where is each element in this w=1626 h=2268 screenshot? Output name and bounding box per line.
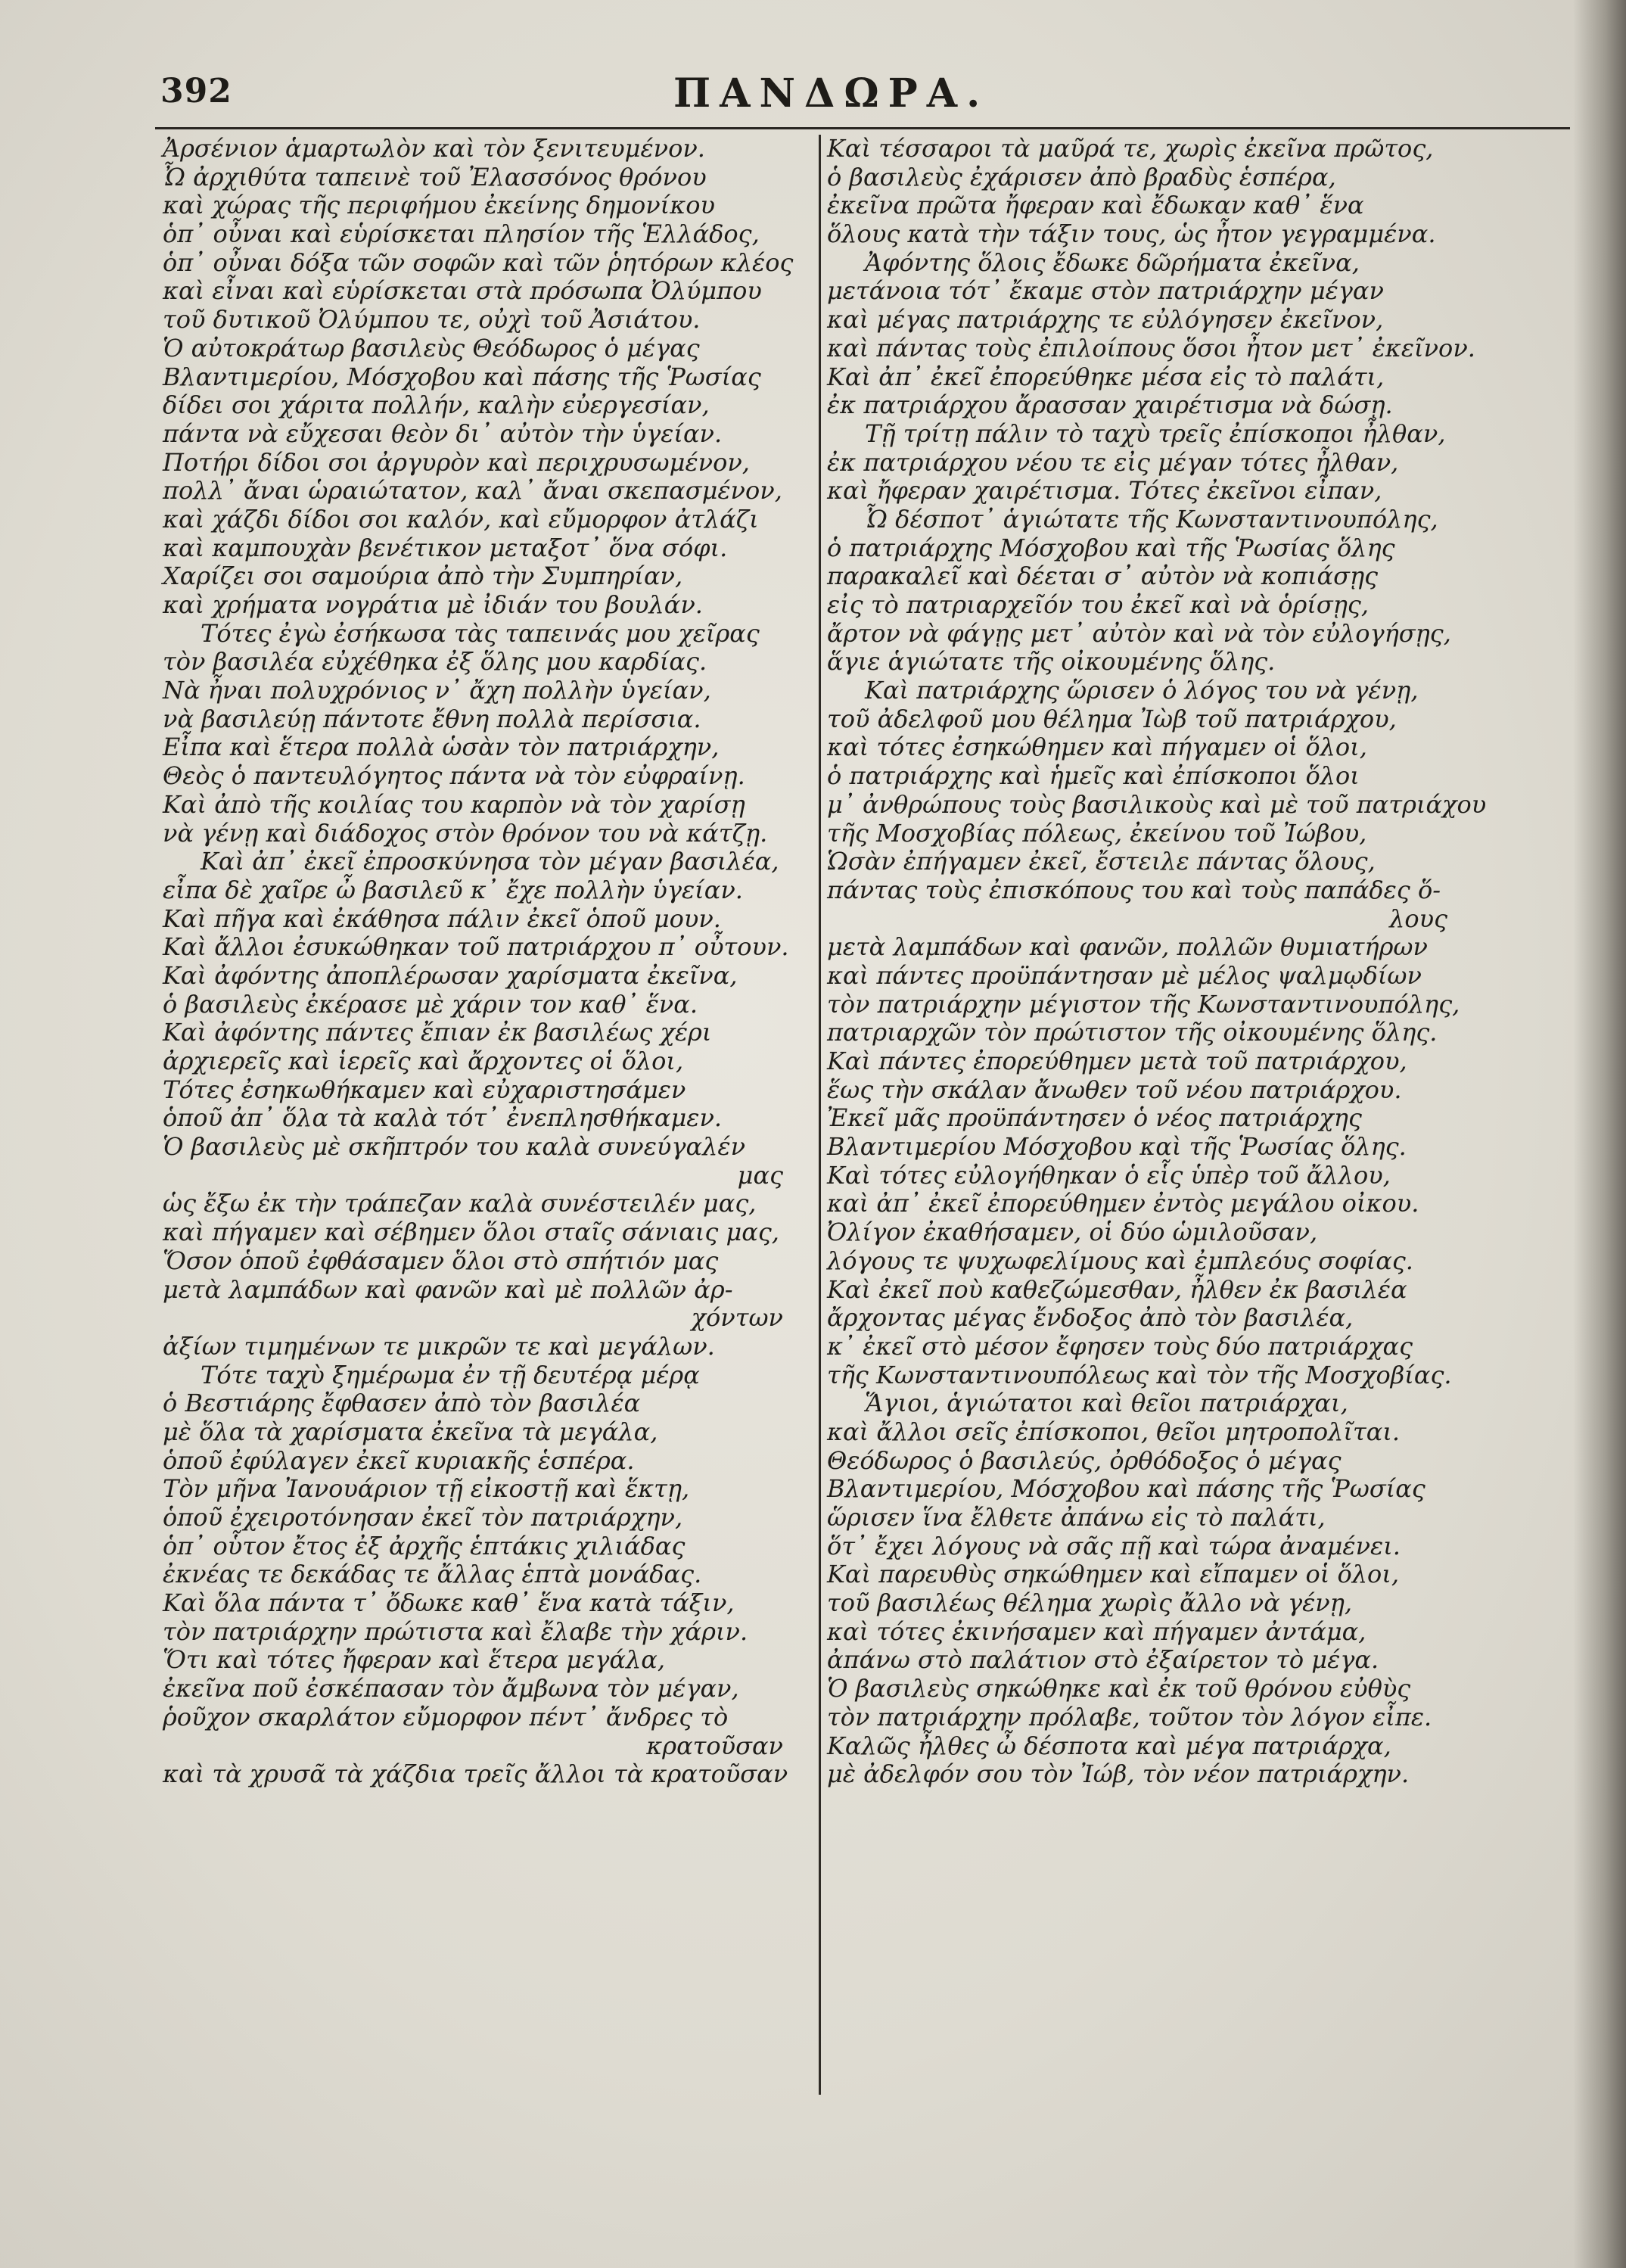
verse-line: Ὁ βασιλεὺς σηκώθηκε καὶ ἐκ τοῦ θρόνου εὐθὺς — [827, 1674, 1411, 1703]
page-number: 392 — [160, 72, 232, 110]
verse-line: ὁ πατριάρχης καὶ ἡμεῖς καὶ ἐπίσκοποι ὅλοι — [827, 761, 1360, 791]
verse-line: καὶ χάζδι δίδοι σοι καλόν, καὶ εὔμορφον ἀτλάζι — [163, 504, 759, 534]
verse-line: τὸν πατριάρχην μέγιστον τῆς Κωνσταντινουπόλης, — [827, 989, 1460, 1019]
verse-line: ἐκ πατριάρχου νέου τε εἰς μέγαν τότες ἦλθαν, — [827, 447, 1399, 477]
verse-line: μετὰ λαμπάδων καὶ φανῶν, πολλῶν θυμιατήρων — [827, 932, 1428, 962]
verse-line: τῆς Μοσχοβίας πόλεως, ἐκείνου τοῦ Ἰώβου, — [827, 818, 1367, 848]
verse-line: Ὀλίγον ἐκαθήσαμεν, οἱ δύο ὡμιλοῦσαν, — [827, 1218, 1318, 1247]
verse-line: Τότες ἐγὼ ἐσήκωσα τὰς ταπεινάς μου χεῖρας — [201, 618, 760, 648]
verse-line: τὸν βασιλέα εὐχέθηκα ἐξ ὅλης μου καρδίας. — [163, 647, 707, 677]
verse-line: ἐκ πατριάρχου ἄρασσαν χαιρέτισμα νὰ δώσῃ. — [827, 390, 1393, 420]
verse-line: καὶ πήγαμεν καὶ σέβημεν ὅλοι σταῖς σάνιαις μας, — [163, 1218, 779, 1247]
verse-line: Βλαντιμερίου, Μόσχοβου καὶ πάσης τῆς Ῥωσίας — [163, 362, 761, 391]
verse-line: ὁ Βεστιάρης ἔφθασεν ἀπὸ τὸν βασιλέα — [163, 1389, 641, 1418]
verse-line: Καὶ ἀφόντης πάντες ἔπιαν ἐκ βασιλέως χέρι — [163, 1018, 712, 1047]
verse-line: καὶ μέγας πατριάρχης τε εὐλόγησεν ἐκεῖνον, — [827, 305, 1384, 334]
verse-line: μετὰ λαμπάδων καὶ φανῶν καὶ μὲ πολλῶν ἀρ- — [163, 1274, 733, 1304]
verse-line: Καὶ πατριάρχης ὥρισεν ὁ λόγος του νὰ γένῃ, — [865, 676, 1419, 705]
verse-line: Βλαντιμερίου Μόσχοβου καὶ τῆς Ῥωσίας ὅλης. — [827, 1132, 1407, 1162]
header-rule — [155, 127, 1570, 129]
verse-line: ἄρχοντας μέγας ἔνδοξος ἀπὸ τὸν βασιλέα, — [827, 1303, 1354, 1333]
verse-line: καὶ τὰ χρυσᾶ τὰ χάζδια τρεῖς ἄλλοι τὰ κρατοῦσαν — [163, 1759, 788, 1789]
verse-line: Ἀρσένιον ἁμαρτωλὸν καὶ τὸν ξενιτευμένον. — [163, 134, 705, 163]
verse-line: καὶ καμπουχὰν βενέτικον μεταξοτ᾽ ὅνα σόφι. — [163, 533, 728, 562]
verse-line: τῆς Κωνσταντινουπόλεως καὶ τὸν τῆς Μοσχοβίας. — [827, 1360, 1452, 1389]
left-column — [163, 135, 806, 1789]
verse-line: δίδει σοι χάριτα πολλήν, καλὴν εὐεργεσίαν, — [163, 390, 710, 420]
verse-line: Ἀφόντης ὅλοις ἔδωκε δῶρήματα ἐκεῖνα, — [865, 247, 1360, 277]
verse-line: καὶ ἀπ᾽ ἐκεῖ ἐπορεύθημεν ἐντὸς μεγάλου οἰκου. — [827, 1189, 1419, 1218]
verse-line: Τὸν μῆνα Ἰανουάριον τῇ εἰκοστῇ καὶ ἕκτῃ, — [163, 1474, 690, 1504]
verse-line: Ὅτι καὶ τότες ἤφεραν καὶ ἕτερα μεγάλα, — [163, 1645, 666, 1675]
verse-line: καὶ τότες ἐκινήσαμεν καὶ πήγαμεν ἀντάμα, — [827, 1616, 1366, 1646]
verse-line: Καὶ ἄλλοι ἐσυκώθηκαν τοῦ πατριάρχου π᾽ οὖτουν. — [163, 932, 789, 962]
verse-line: ὁποῦ ἐφύλαγεν ἐκεῖ κυριακῆς ἑσπέρα. — [163, 1445, 635, 1475]
verse-line: μετάνοια τότ᾽ ἔκαμε στὸν πατριάρχην μέγαν — [827, 276, 1384, 306]
verse-line: τοῦ βασιλέως θέλημα χωρὶς ἄλλο νὰ γένῃ, — [827, 1588, 1353, 1618]
verse-line: μὲ ἀδελφόν σου τὸν Ἰώβ, τὸν νέον πατριάρχην. — [827, 1759, 1410, 1789]
verse-line: Χαρίζει σοι σαμούρια ἀπὸ τὴν Συμπηρίαν, — [163, 562, 683, 591]
verse-line: Ὁ αὐτοκράτωρ βασιλεὺς Θεόδωρος ὁ μέγας — [163, 333, 700, 362]
verse-line: Καὶ παρευθὺς σηκώθημεν καὶ εἴπαμεν οἱ ὅλοι, — [827, 1560, 1400, 1589]
verse-line: χόντων — [691, 1303, 783, 1333]
verse-line: ὁπ᾽ οὗτον ἔτος ἐξ ἀρχῆς ἑπτάκις χιλιάδας — [163, 1531, 686, 1560]
verse-line: καὶ χώρας τῆς περιφήμου ἐκείνης δημονίκου — [163, 191, 715, 220]
verse-line: καὶ τότες ἐσηκώθημεν καὶ πήγαμεν οἱ ὅλοι, — [827, 733, 1367, 762]
verse-line: ὁ βασιλεὺς ἐκέρασε μὲ χάριν τον καθ᾽ ἕνα. — [163, 989, 698, 1019]
verse-line: ὁπ᾽ οὖναι δόξα τῶν σοφῶν καὶ τῶν ῥητόρων κλέος — [163, 247, 794, 277]
verse-line: τὸν πατριάρχην πρώτιστα καὶ ἔλαβε τὴν χάριν. — [163, 1616, 748, 1646]
verse-line: Νὰ ἦναι πολυχρόνιος ν᾽ ἄχη πολλὴν ὑγείαν, — [163, 676, 711, 705]
verse-line: ἄρτον νὰ φάγῃς μετ᾽ αὐτὸν καὶ νὰ τὸν εὐλογήσῃς, — [827, 618, 1451, 648]
verse-line: νὰ βασιλεύῃ πάντοτε ἔθνη πολλὰ περίσσια. — [163, 704, 701, 733]
verse-line: καὶ εἶναι καὶ εὑρίσκεται στὰ πρόσωπα Ὀλύμπου — [163, 276, 762, 306]
verse-line: ὁ βασιλεὺς ἐχάρισεν ἀπὸ βραδὺς ἑσπέρα, — [827, 162, 1336, 191]
column-divider — [819, 135, 821, 2095]
verse-line: ἐκνέας τε δεκάδας τε ἄλλας ἑπτὰ μονάδας. — [163, 1560, 702, 1589]
verse-line: κρατοῦσαν — [646, 1731, 783, 1760]
verse-line: Βλαντιμερίου, Μόσχοβου καὶ πάσης τῆς Ῥωσίας — [827, 1474, 1425, 1504]
binding-shadow — [1573, 0, 1626, 2268]
verse-line: ὁπ᾽ οὖναι καὶ εὑρίσκεται πλησίον τῆς Ἑλλάδος, — [163, 219, 760, 249]
verse-line: Καὶ τέσσαροι τὰ μαῦρά τε, χωρὶς ἐκεῖνα πρῶτος, — [827, 134, 1434, 163]
verse-line: Τότες ἐσηκωθήκαμεν καὶ εὐχαριστησάμεν — [163, 1075, 686, 1104]
verse-line: εἰς τὸ πατριαρχεῖόν του ἐκεῖ καὶ νὰ ὁρίσῃς, — [827, 590, 1369, 619]
verse-line: Θεόδωρος ὁ βασιλεύς, ὀρθόδοξος ὁ μέγας — [827, 1445, 1342, 1475]
verse-line: τοῦ ἀδελφοῦ μου θέλημα Ἰὼβ τοῦ πατριάρχου, — [827, 704, 1397, 733]
verse-line: Ὦ δέσποτ᾽ ἁγιώτατε τῆς Κωνσταντινουπόλης, — [865, 504, 1438, 534]
verse-line: εἶπα δὲ χαῖρε ὦ βασιλεῦ κ᾽ ἔχε πολλὴν ὑγείαν. — [163, 875, 743, 904]
verse-line: Καλῶς ἦλθες ὦ δέσποτα καὶ μέγα πατριάρχα, — [827, 1731, 1391, 1760]
verse-line: ἀξίων τιμημένων τε μικρῶν τε καὶ μεγάλων. — [163, 1331, 715, 1361]
verse-line: μὲ ὅλα τὰ χαρίσματα ἐκεῖνα τὰ μεγάλα, — [163, 1417, 658, 1446]
verse-line: ἀρχιερεῖς καὶ ἱερεῖς καὶ ἄρχοντες οἱ ὅλοι, — [163, 1047, 684, 1075]
verse-line: καὶ χρήματα νογράτια μὲ ἰδιάν του βουλάν. — [163, 590, 703, 619]
verse-line: πατριαρχῶν τὸν πρώτιστον τῆς οἰκουμένης ὅλης. — [827, 1018, 1438, 1047]
verse-line: καὶ πάντας τοὺς ἐπιλοίπους ὅσοι ἦτον μετ᾽ ἐκεῖνον. — [827, 333, 1475, 362]
verse-line: καὶ ἄλλοι σεῖς ἐπίσκοποι, θεῖοι μητροπολῖται. — [827, 1417, 1401, 1446]
verse-line: Τῇ τρίτῃ πάλιν τὸ ταχὺ τρεῖς ἐπίσκοποι ἦλθαν, — [865, 418, 1446, 448]
verse-line: λους — [1389, 904, 1447, 933]
verse-line: Ἐκεῖ μᾶς προϋπάντησεν ὁ νέος πατριάρχης — [827, 1103, 1362, 1133]
right-column — [827, 134, 1487, 1789]
verse-line: τοῦ δυτικοῦ Ὀλύμπου τε, οὐχὶ τοῦ Ἀσιάτου. — [163, 305, 701, 334]
verse-line: Εἶπα καὶ ἕτερα πολλὰ ὡσὰν τὸν πατριάρχην, — [163, 733, 720, 762]
verse-line: πάντα νὰ εὔχεσαι θεὸν δι᾽ αὐτὸν τὴν ὑγείαν. — [163, 418, 723, 448]
verse-line: ὁ πατριάρχης Μόσχοβου καὶ τῆς Ῥωσίας ὅλης — [827, 533, 1395, 562]
verse-line: Ὁ βασιλεὺς μὲ σκῆπτρόν του καλὰ συνεύγαλέν — [163, 1132, 746, 1162]
verse-line: καὶ πάντες προϋπάντησαν μὲ μέλος ψαλμῳδίων — [827, 960, 1422, 990]
verse-line: Καὶ ἀπ᾽ ἐκεῖ ἐπορεύθηκε μέσα εἰς τὸ παλάτι, — [827, 362, 1385, 391]
verse-line: λόγους τε ψυχωφελίμους καὶ ἐμπλεόυς σοφίας. — [827, 1246, 1413, 1275]
verse-line: ἅγιε ἁγιώτατε τῆς οἰκουμένης ὅλης. — [827, 647, 1276, 677]
verse-line: Ὦ ἀρχιθύτα ταπεινὲ τοῦ Ἐλασσόνος θρόνου — [163, 162, 707, 191]
verse-line: καὶ ἤφεραν χαιρέτισμα. Τότες ἐκεῖνοι εἶπαν, — [827, 476, 1382, 506]
verse-line: κ᾽ ἐκεῖ στὸ μέσον ἔφησεν τοὺς δύο πατριάρχας — [827, 1331, 1413, 1361]
verse-line: Καὶ ὅλα πάντα τ᾽ ὄδωκε καθ᾽ ἕνα κατὰ τάξιν, — [163, 1588, 735, 1618]
verse-line: Ὡσὰν ἐπήγαμεν ἐκεῖ, ἔστειλε πάντας ὅλους, — [827, 847, 1376, 876]
verse-line: ἕως τὴν σκάλαν ἄνωθεν τοῦ νέου πατριάρχου. — [827, 1075, 1402, 1104]
verse-line: Τότε ταχὺ ξημέρωμα ἐν τῇ δευτέρᾳ μέρᾳ — [201, 1360, 700, 1389]
verse-line: ὅλους κατὰ τὴν τάξιν τους, ὡς ἦτον γεγραμμένα. — [827, 219, 1436, 249]
verse-line: Καὶ πῆγα καὶ ἐκάθησα πάλιν ἐκεῖ ὁποῦ μουν. — [163, 904, 721, 933]
verse-line: ἐκεῖνα πρῶτα ἤφεραν καὶ ἔδωκαν καθ᾽ ἕνα — [827, 191, 1364, 220]
verse-line: Καὶ πάντες ἐπορεύθημεν μετὰ τοῦ πατριάρχου, — [827, 1047, 1407, 1075]
verse-line: ὅτ᾽ ἔχει λόγους νὰ σᾶς πῇ καὶ τώρα ἀναμένει. — [827, 1531, 1401, 1560]
verse-line: Θεὸς ὁ παντευλόγητος πάντα νὰ τὸν εὐφραίνῃ. — [163, 761, 745, 791]
verse-line: Καὶ ἀπ᾽ ἐκεῖ ἐπροσκύνησα τὸν μέγαν βασιλέα, — [201, 847, 779, 876]
verse-line: μας — [737, 1160, 783, 1190]
verse-line: ὁποῦ ἀπ᾽ ὅλα τὰ καλὰ τότ᾽ ἐνεπλησθήκαμεν. — [163, 1103, 723, 1133]
verse-line: Ὅσον ὁποῦ ἐφθάσαμεν ὅλοι στὸ σπήτιόν μας — [163, 1246, 719, 1275]
verse-line: Ποτήρι δίδοι σοι ἀργυρὸν καὶ περιχρυσωμένον, — [163, 447, 750, 477]
verse-line: Ἅγιοι, ἁγιώτατοι καὶ θεῖοι πατριάρχαι, — [865, 1389, 1348, 1418]
verse-line: ὡς ἔξω ἐκ τὴν τράπεζαν καλὰ συνέστειλέν μας, — [163, 1189, 757, 1218]
verse-line: πολλ᾽ ἄναι ὡραιώτατον, καλ᾽ ἄναι σκεπασμένον, — [163, 476, 782, 506]
verse-line: ἀπάνω στὸ παλάτιον στὸ ἐξαίρετον τὸ μέγα. — [827, 1645, 1379, 1675]
verse-line: Καὶ ἐκεῖ ποὺ καθεζώμεσθαν, ἦλθεν ἐκ βασιλέα — [827, 1274, 1407, 1304]
verse-line: Καὶ ἀφόντης ἀποπλέρωσαν χαρίσματα ἐκεῖνα, — [163, 960, 738, 990]
verse-line: ῥοῦχον σκαρλάτον εὔμορφον πέντ᾽ ἄνδρες τὸ — [163, 1702, 729, 1731]
verse-line: μ᾽ ἀνθρώπους τοὺς βασιλικοὺς καὶ μὲ τοῦ πατριάχου — [827, 789, 1487, 819]
verse-line: παρακαλεῖ καὶ δέεται σ᾽ αὐτὸν νὰ κοπιάσῃς — [827, 562, 1379, 591]
verse-line: ἐκεῖνα ποῦ ἐσκέπασαν τὸν ἄμβωνα τὸν μέγαν, — [163, 1674, 739, 1703]
verse-line: Καὶ ἀπὸ τῆς κοιλίας του καρπὸν νὰ τὸν χαρίσῃ — [163, 789, 745, 819]
verse-line: Καὶ τότες εὐλογήθηκαν ὁ εἷς ὑπὲρ τοῦ ἄλλου, — [827, 1160, 1391, 1190]
verse-line: νὰ γένῃ καὶ διάδοχος στὸν θρόνον του νὰ κάτζῃ. — [163, 818, 768, 848]
running-title: ΠΑΝΔΩΡΑ. — [673, 70, 990, 117]
page-header — [151, 72, 1574, 125]
verse-line: ὥρισεν ἵνα ἔλθετε ἀπάνω εἰς τὸ παλάτι, — [827, 1503, 1326, 1532]
verse-line: πάντας τοὺς ἐπισκόπους του καὶ τοὺς παπάδες ὅ- — [827, 875, 1441, 904]
verse-line: ὁποῦ ἐχειροτόνησαν ἐκεῖ τὸν πατριάρχην, — [163, 1503, 683, 1532]
verse-line: τὸν πατριάρχην πρόλαβε, τοῦτον τὸν λόγον εἶπε. — [827, 1702, 1432, 1731]
